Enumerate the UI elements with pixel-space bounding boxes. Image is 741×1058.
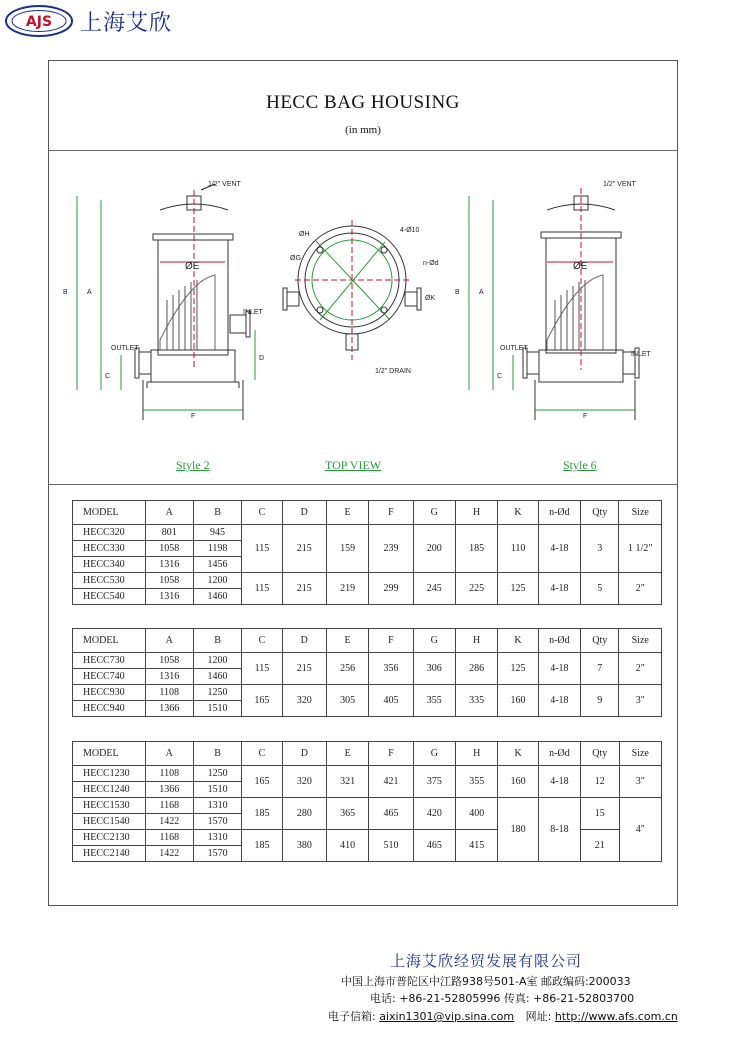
svg-text:C: C [497,373,503,380]
svg-text:1/2" DRAIN: 1/2" DRAIN [375,368,411,375]
svg-text:1/2" VENT: 1/2" VENT [603,181,636,188]
table-row: HECC330 1058 1198 [73,541,662,557]
table-row: HECC540 1316 1460 [73,589,662,605]
technical-drawing [55,170,671,440]
svg-text:A: A [479,289,484,296]
table-header-row: MODEL A B C D E F G H K n-Ød Qty Size [73,629,662,653]
title-divider [48,150,678,151]
brand-name: 上海艾欣 [80,11,173,36]
svg-text:F: F [191,413,196,420]
footer-company-name: 上海艾欣经贸发展有限公司 [390,952,583,970]
svg-text:INLET: INLET [243,309,263,316]
table-row: HECC940 1366 1510 [73,701,662,717]
svg-text:F: F [583,413,588,420]
table-row: HECC740 1316 1460 [73,669,662,685]
table-row: HECC730 1058 1200 115 215 256 356 306 286 125 4-18 7 2" [73,653,662,669]
right-housing-drawing [469,188,639,420]
table-row: HECC2130 1168 1310 185 380 410 510 465 415 21 [73,830,662,846]
table-row: HECC1240 1366 1510 [73,782,662,798]
spec-table-2 [72,628,662,717]
page-title: HECC BAG HOUSING [266,92,460,113]
footer-address: 中国上海市普陀区中江路938号501-A室 邮政编码:200033 [341,975,631,988]
table-row: HECC1530 1168 1310 185 280 365 465 420 400 180 8-18 15 4" [73,798,662,814]
footer-phone-fax: 电话: +86-21-52805996 传真: +86-21-52803700 [370,992,635,1005]
svg-text:OUTLET: OUTLET [111,345,139,352]
units-note: (in mm) [345,124,381,136]
table-row: HECC340 1316 1456 [73,557,662,573]
company-logo [4,4,74,38]
spec-table-3 [72,741,662,862]
table-row: HECC2140 1422 1570 [73,846,662,862]
website-label: 网址: [525,1010,552,1023]
svg-text:INLET: INLET [631,351,651,358]
email-link[interactable]: aixin1301@vip.sina.com [379,1010,515,1023]
svg-text:ØH: ØH [299,231,310,238]
svg-text:ØE: ØE [573,261,588,272]
table-row: HECC930 1108 1250 165 320 305 405 355 335 160 4-18 9 3" [73,685,662,701]
table-header-row: MODEL A B C D E F G H K n-Ød Qty Size [73,501,662,525]
svg-text:ØE: ØE [185,261,200,272]
svg-text:A: A [87,289,92,296]
spec-table-1 [72,500,662,605]
svg-text:ØK: ØK [425,295,436,302]
svg-text:OUTLET: OUTLET [500,345,528,352]
left-housing-drawing [77,190,255,420]
svg-text:D: D [259,355,265,362]
top-view-drawing [283,220,421,360]
svg-text:B: B [455,289,460,296]
table-header-row: MODEL A B C D E F G H K n-Ød Qty Size [73,742,662,766]
svg-text:4-Ø10: 4-Ø10 [400,227,420,234]
style-6-label: Style 6 [563,458,597,472]
logo-text: AJS [25,14,53,30]
svg-text:B: B [63,289,68,296]
top-view-label: TOP VIEW [325,458,382,472]
svg-text:ØG: ØG [290,255,301,262]
table-row: HECC320 801 945 115 215 159 239 200 185 110 4-18 3 1 1/2" [73,525,662,541]
style-2-label: Style 2 [176,458,210,472]
footer-contact [328,1008,678,1024]
svg-text:C: C [105,373,111,380]
table-row: HECC1230 1108 1250 165 320 321 421 375 355 160 4-18 12 3" [73,766,662,782]
svg-text:n-Ød: n-Ød [423,260,439,267]
email-label: 电子信箱: [328,1010,376,1023]
svg-text:1/2" VENT: 1/2" VENT [208,181,241,188]
website-link[interactable]: http://www.afs.com.cn [554,1010,678,1023]
table-row: HECC530 1058 1200 115 215 219 299 245 225 125 4-18 5 2" [73,573,662,589]
table-row: HECC1540 1422 1570 [73,814,662,830]
drawing-divider [48,484,678,485]
